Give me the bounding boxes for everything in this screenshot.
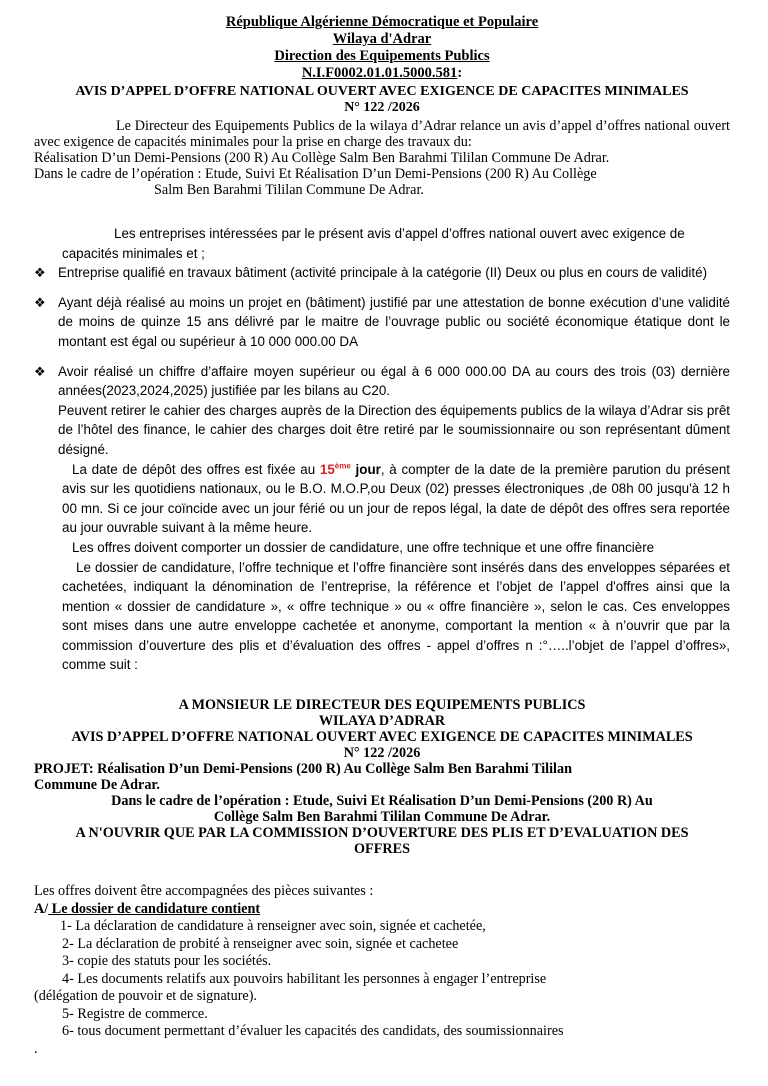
envelope-project-cont: Commune De Adrar. [34, 777, 160, 794]
document-item: 6- tous document permettant d’évaluer les capacités des candidats, des soumissionnaires [62, 1023, 564, 1040]
diamond-bullet-icon: ❖ [34, 363, 46, 379]
deadline-day-suffix: ème [334, 461, 351, 471]
deadline-day-word: jour [350, 461, 381, 477]
section-prefix: A/ [34, 900, 49, 917]
requirement-item [34, 362, 730, 401]
wilaya-heading: Wilaya d'Adrar [332, 31, 432, 47]
nif-number: N.I.F0002.01.01.5000.581 [301, 65, 458, 81]
header-block [34, 14, 730, 82]
envelope-open-notice-cont: OFFRES [354, 841, 410, 858]
requirement-text: Ayant déjà réalisé au moins un projet en (bâtiment) justifié par une attestation de bonne exécution d’une validité de moins de quinze 15 ans délivré par le maitre de l’ouvrage public ou société économique étatique dont le montant est égal ou supérieur à 10 000 000.00 DA [58, 294, 730, 349]
intro-operation-cont: Salm Ben Barahmi Tililan Commune De Adrar. [154, 182, 424, 198]
document-item: 1- La déclaration de candidature à renseigner avec soin, signée et cachetée, [60, 918, 486, 935]
envelope-operation-cont: Collège Salm Ben Barahmi Tililan Commune De Adrar. [213, 809, 551, 826]
notice-title-block [34, 84, 730, 116]
requirements-lead: Les entreprises intéressées par le présent avis d’appel d’offres national ouvert avec exigence de capacités minimales et ; [62, 226, 685, 261]
envelope-recipient: A MONSIEUR LE DIRECTEUR DES EQUIPEMENTS PUBLICS [178, 697, 586, 714]
document-item: 4- Les documents relatifs aux pouvoirs habilitant les personnes à engager l’entreprise [62, 970, 547, 987]
documents-block [34, 883, 730, 1058]
envelope-project: PROJET: Réalisation D’un Demi-Pensions (200 R) Au Collège Salm Ben Barahmi Tililan [34, 761, 572, 778]
intro-project: Réalisation D’un Demi-Pensions (200 R) Au Collège Salm Ben Barahmi Tililan Commune De Adrar. [34, 150, 610, 166]
offers-envelopes: Le dossier de candidature, l’offre technique et l’offre financière sont insérés dans des enveloppes séparées et cachetées, indiquant la dénomination de l’entreprise, la référence et l’objet de l’appel d'offres ainsi que la mention « dossier de candidature », « offre technique » ou « offre financière », selon le cas. Ces enveloppes sont mises dans une autre enveloppe cachetée et anonyme, comportant la mention « à n’ouvrir que par la commission d’ouverture des plis et d’évaluation des offres - appel d’offres n :°…..l’objet de l’appel d’offres», comme suit : [62, 559, 730, 673]
deadline-paragraph [34, 460, 730, 538]
republic-heading: République Algérienne Démocratique et Populaire [225, 14, 539, 30]
document-item-cont: (délégation de pouvoir et de signature). [34, 988, 257, 1005]
trailing-mark: . [34, 1040, 38, 1057]
retrieval-paragraph: Peuvent retirer le cahier des charges auprès de la Direction des équipements publics de la wilaya d’Adrar sis prêt de l’hôtel des finance, le cahier des charges doit être retiré par le soumissionnaire ou son représentant dûment désigné. [58, 402, 730, 457]
requirements-block [34, 224, 730, 675]
requirement-text: Entreprise qualifié en travaux bâtiment (activité principale à la catégorie (II) Deux ou plus en cours de validité) [58, 265, 708, 281]
nif-colon: : [457, 65, 463, 81]
envelope-wilaya: WILAYA D’ADRAR [318, 713, 446, 730]
notice-title: AVIS D’APPEL D’OFFRE NATIONAL OUVERT AVEC EXIGENCE DE CAPACITES MINIMALES [75, 84, 689, 99]
documents-lead: Les offres doivent être accompagnées des pièces suivantes : [34, 883, 374, 900]
intro-operation: Dans le cadre de l’opération : Etude, Suivi Et Réalisation D’un Demi-Pensions (200 R) Au Collège [34, 166, 597, 182]
offers-composition: Les offres doivent comporter un dossier de candidature, une offre technique et une offre financière [72, 539, 655, 555]
envelope-label [34, 697, 730, 857]
document-item: 3- copie des statuts pour les sociétés. [62, 953, 272, 970]
deadline-before: La date de dépôt des offres est fixée au [72, 461, 320, 477]
requirement-item [34, 263, 730, 283]
diamond-bullet-icon: ❖ [34, 294, 46, 310]
deadline-after: , à compter de la date de la première parution du présent avis sur les quotidiens nationaux, ou le B.O. M.O.P,ou Deux (02) presses électroniques ,de 08h 00 jusqu'à 12 h 00 mn. Si ce jour coïncide avec un jour férié ou un jour de repos légal, la date de dépôt des offres sera reportée au jour ouvrable suivant à la même heure. [62, 461, 730, 536]
nif-line [34, 65, 730, 82]
envelope-notice-number: N° 122 /2026 [343, 745, 421, 762]
documents-section-heading [34, 901, 730, 919]
requirement-text: Avoir réalisé un chiffre d’affaire moyen supérieur ou égal à 6 000 000.00 DA au cours des trois (03) dernière années(2023,2024,2025) justifiée par les bilans au C20. [58, 363, 730, 399]
diamond-bullet-icon: ❖ [34, 265, 46, 281]
intro-block [34, 118, 730, 198]
deadline-day-number: 15 [319, 461, 335, 477]
notice-number: N° 122 /2026 [344, 100, 420, 115]
direction-heading: Direction des Equipements Publics [274, 48, 490, 64]
section-title: Le dossier de candidature contient [48, 900, 261, 917]
document-item: 2- La déclaration de probité à renseigner avec soin, signée et cachetee [62, 935, 459, 952]
envelope-notice-title: AVIS D’APPEL D’OFFRE NATIONAL OUVERT AVEC EXIGENCE DE CAPACITES MINIMALES [71, 729, 693, 746]
envelope-open-notice: A N'OUVRIR QUE PAR LA COMMISSION D’OUVERTURE DES PLIS ET D’EVALUATION DES [75, 825, 689, 842]
intro-paragraph: Le Directeur des Equipements Publics de la wilaya d’Adrar relance un avis d’appel d’offres national ouvert avec exigence de capacités minimales pour la prise en charge des travaux du: [34, 118, 730, 150]
document-item: 5- Registre de commerce. [62, 1005, 208, 1022]
envelope-operation: Dans le cadre de l’opération : Etude, Suivi Et Réalisation D’un Demi-Pensions (200 R) Au [111, 793, 653, 810]
requirement-item [34, 293, 730, 352]
